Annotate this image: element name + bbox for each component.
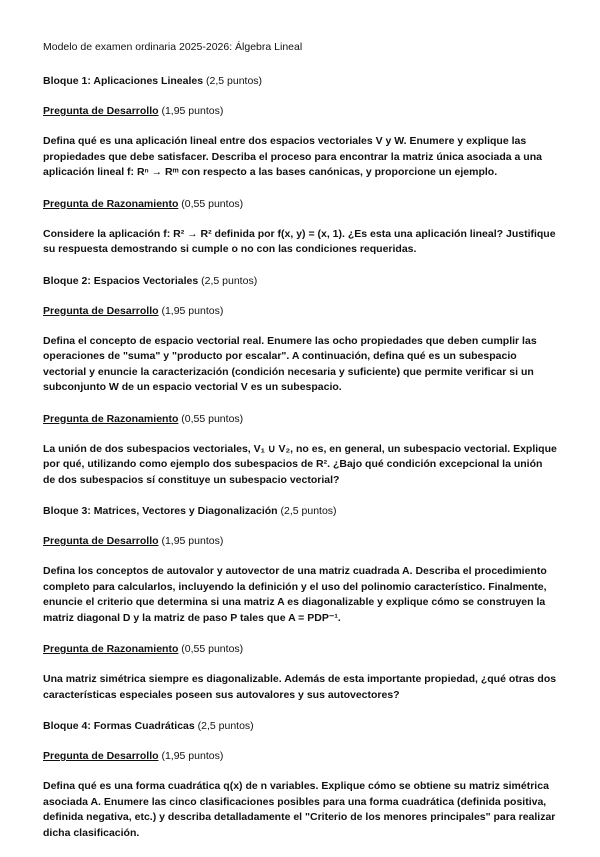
block-3-q1-heading (43, 534, 557, 548)
block-1-q1-heading (43, 104, 557, 118)
block-2-q1-text: Defina el concepto de espacio vectorial real. Enumere las ocho propiedades que deben cumplir las operaciones de "suma" y "producto por escalar". A continuación, defina qué es un subespacio vectorial y enuncie la caracterización (condición necesaria y suficiente) que permite verificar si un subconjunto W de un espacio vectorial V es un subespacio. (43, 334, 537, 393)
block-4-title: Bloque 4: Formas Cuadráticas (43, 720, 195, 732)
block-1-q1-type: Pregunta de Desarrollo (43, 105, 159, 117)
block-4-points: (2,5 puntos) (197, 720, 254, 732)
block-1-q2-points: (0,55 puntos) (181, 197, 244, 210)
block-3-q2-text: Una matriz simétrica siempre es diagonalizable. Además de esta importante propiedad, ¿qué otras dos características especiales poseen sus autovalores y sus autovectores? (43, 673, 557, 701)
block-2-points: (2,5 puntos) (201, 274, 258, 287)
block-4-q1-points: (1,95 puntos) (161, 750, 224, 762)
block-2-q2-heading (43, 412, 557, 426)
block-2-q2-text: La unión de dos subespacios vectoriales, V₁ ∪ V₂, no es, en general, un subespacio vectorial. Explique por qué, utilizando como ejemplo dos subespacios de R². ¿Bajo qué condición excepcional la unión de dos subespacios sí constituye un subespacio vectorial? (43, 442, 557, 486)
block-3-q2-heading (43, 642, 557, 656)
block-1-q2-type: Pregunta de Razonamiento (43, 197, 179, 210)
block-1-q2-text: Considere la aplicación f: R² → R² definida por f(x, y) = (x, 1). ¿Es esta una aplicación lineal? Justifique su respuesta demostrando si cumple o no con las condiciones requeridas. (43, 227, 556, 255)
block-2-title: Bloque 2: Espacios Vectoriales (43, 274, 199, 287)
block-4-heading (43, 719, 557, 733)
block-3-q2-type: Pregunta de Razonamiento (43, 643, 179, 655)
block-2-q2-type: Pregunta de Razonamiento (43, 412, 179, 425)
block-1-title: Bloque 1: Aplicaciones Lineales (43, 75, 204, 87)
block-2-q1-points: (1,95 puntos) (161, 304, 224, 317)
block-2-q2-points: (0,55 puntos) (181, 412, 244, 425)
block-1-points: (2,5 puntos) (206, 75, 263, 87)
block-4-q1-text: Defina qué es una forma cuadrática q(x) de n variables. Explique cómo se obtiene su matriz simétrica asociada A. Enumere las cinco clasificaciones posibles para una forma cuadrática (definida positiva, definida negativa, etc.) y describa detalladamente el "Criterio de los menores principales" para realizar dicha clasificación. (43, 780, 556, 839)
block-2-q1-heading (43, 304, 557, 318)
block-3-q2-points: (0,55 puntos) (181, 643, 244, 655)
block-3-title: Bloque 3: Matrices, Vectores y Diagonalización (43, 505, 278, 517)
block-3-heading (43, 504, 557, 518)
block-3-points: (2,5 puntos) (280, 505, 337, 517)
block-1-q1-points: (1,95 puntos) (161, 105, 224, 117)
block-3-q1-points: (1,95 puntos) (161, 535, 224, 547)
document-title: Modelo de examen ordinaria 2025-2026: Álgebra Lineal (43, 41, 303, 53)
block-1-q2-heading (43, 197, 557, 211)
block-4-q1-heading (43, 749, 557, 763)
block-3-q1-type: Pregunta de Desarrollo (43, 535, 159, 547)
block-1-heading (43, 74, 557, 88)
block-2-q1-type: Pregunta de Desarrollo (43, 304, 159, 317)
block-4-q1-type: Pregunta de Desarrollo (43, 750, 159, 762)
block-2-heading (43, 274, 557, 288)
block-1-q1-text: Defina qué es una aplicación lineal entre dos espacios vectoriales V y W. Enumere y explique las propiedades que debe satisfacer. Describa el proceso para encontrar la matriz única asociada a una aplicación lineal f: Rⁿ → Rᵐ con respecto a las bases canónicas, y proporcione un ejemplo. (43, 135, 542, 178)
exam-page (43, 40, 557, 857)
block-3-q1-text: Defina los conceptos de autovalor y autovector de una matriz cuadrada A. Describa el procedimiento completo para calcularlos, incluyendo la definición y el uso del polinomio característico. Finalmente, enuncie el criterio que determina si una matriz A es diagonalizable y explique cómo se construyen la matriz diagonal D y la matriz de paso P tales que A = PDP⁻¹. (43, 565, 547, 624)
